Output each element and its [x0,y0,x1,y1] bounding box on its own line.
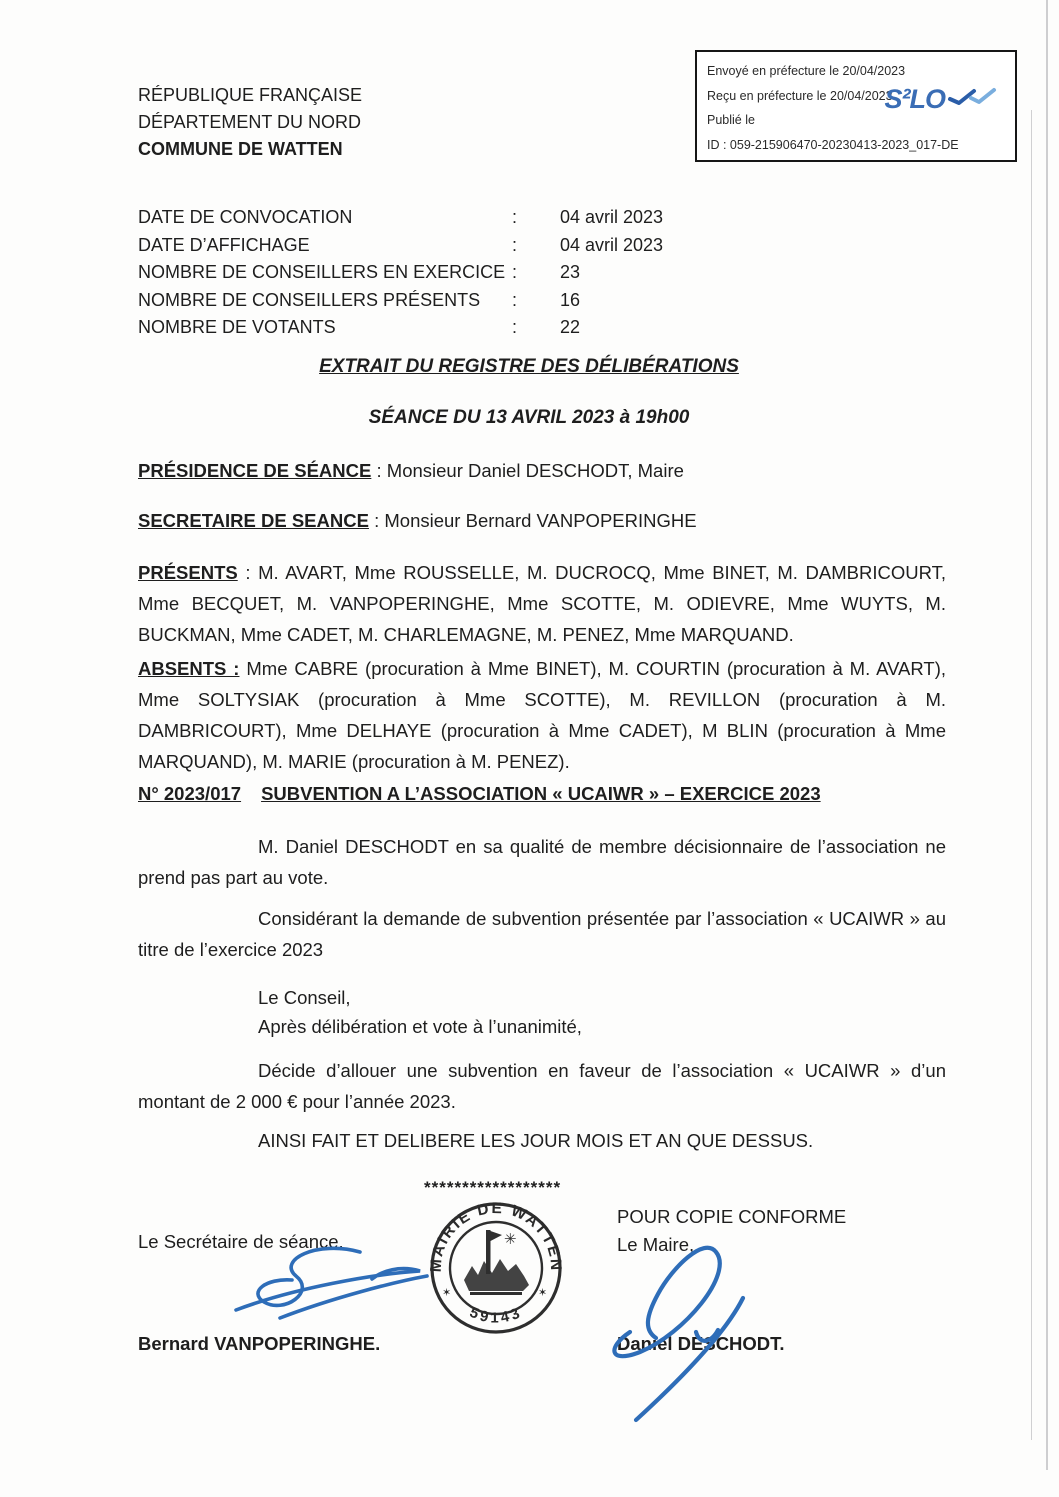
seal-top-text: MAIRIE DE WATTEN [427,1200,565,1273]
absents-names: Mme CABRE (procuration à Mme BINET), M. COURTIN (procuration à M. AVART), Mme SOLTYSIAK (procuration à Mme SCOTTE), M. REVILLON (procuration à M. DAMBRICOURT), Mme DELHAYE (procuration à Mme CADET), M BLIN (procuration à Mme MARQUAND), M. MARIE (procuration à M. PENEZ). [138,658,946,772]
deliberation-subject: SUBVENTION A L’ASSOCIATION « UCAIWR » – EXERCICE 2023 [261,783,821,804]
meta-label: DATE D’AFFICHAGE [138,234,310,255]
seal-star-left-icon: ✶ [442,1287,452,1299]
conseil-block [258,983,582,1041]
meta-row-conseillers-presents [138,287,663,315]
document-title-text: EXTRAIT DU REGISTRE DES DÉLIBÉRATIONS [319,356,739,377]
meta-separator: : [512,234,518,255]
meta-separator: : [512,289,518,310]
stamp-received-line: Reçu en préfecture le 20/04/2023 [707,88,893,103]
meta-row-votants [138,314,663,342]
meta-row-convocation [138,204,663,232]
scan-artifact-line [1031,110,1032,1440]
meta-row-affichage [138,232,663,260]
seal-star-right-icon: ✶ [538,1287,548,1299]
municipal-seal [426,1198,566,1338]
meta-value: 23 [560,262,581,282]
letterhead-departement: DÉPARTEMENT DU NORD [138,112,362,132]
letterhead-republique: RÉPUBLIQUE FRANÇAISE [138,85,363,105]
meta-value: 04 avril 2023 [560,234,664,255]
meta-label: DATE DE CONVOCATION [138,207,353,227]
secretary-name: Bernard VANPOPERINGHE. [138,1333,381,1354]
presidence-label: PRÉSIDENCE DE SÉANCE [138,460,372,481]
mayor-name: Daniel DESCHODT. [617,1333,785,1354]
body-paragraph-decide: Décide d’allouer une subvention en faveur de l’association « UCAIWR » d’un montant de 2 000 € pour l’année 2023. [138,1060,946,1112]
prefecture-stamp-box [695,50,1017,162]
session-title-text: SÉANCE DU 13 AVRIL 2023 à 19h00 [368,407,690,428]
presidence-value: : Monsieur Daniel DESCHODT, Maire [371,460,684,481]
stamp-published-line: Publié le [707,113,755,127]
s2low-logo-text: S²LO [884,84,945,114]
stamp-sent-line: Envoyé en préfecture le 20/04/2023 [707,64,906,78]
secretaire-line [138,510,697,532]
meta-value: 16 [560,289,581,310]
document-title [138,356,920,378]
letterhead [138,82,362,163]
copy-conforme-line: POUR COPIE CONFORME [617,1206,847,1227]
mayor-signature [598,1236,808,1426]
meta-row-conseillers-exercice [138,259,663,287]
s2low-swoosh-icon [947,86,1005,108]
meta-label: NOMBRE DE VOTANTS [138,317,336,337]
meta-value: 22 [560,317,581,337]
mayor-role-line: Le Maire, [617,1234,695,1255]
absents-paragraph [138,653,946,777]
body-paragraph-considerant: Considérant la demande de subvention présentée par l’association « UCAIWR » au titre de l’exercice 2023 [138,908,946,960]
session-title [138,407,920,429]
letterhead-commune: COMMUNE DE WATTEN [138,139,343,159]
presents-label: PRÉSENTS [138,562,238,583]
meta-separator: : [512,207,518,227]
conseil-line: Le Conseil, [258,987,351,1008]
secretaire-value: : Monsieur Bernard VANPOPERINGHE [368,510,697,531]
seal-bottom-text: 59143 [467,1303,525,1327]
body-paragraph-vote-abstention: M. Daniel DESCHODT en sa qualité de membre décisionnaire de l’association ne prend pas part au vote. [138,836,946,888]
presents-names: : M. AVART, Mme ROUSSELLE, M. DUCROCQ, Mme BINET, M. DAMBRICOURT, Mme BECQUET, M. VANPOPERINGHE, Mme SCOTTE, M. ODIEVRE, Mme WUYTS, M. BUCKMAN, Mme CADET, M. CHARLEMAGNE, M. PENEZ, Mme MARQUAND. [138,562,946,645]
meeting-metadata [138,204,663,342]
seal-emblem [464,1230,529,1295]
meta-value: 04 avril 2023 [560,207,664,227]
s2low-logo [885,84,1006,115]
meta-separator: : [512,317,518,337]
svg-text:✳: ✳ [504,1231,517,1248]
meta-label: NOMBRE DE CONSEILLERS EN EXERCICE [138,262,506,282]
presents-paragraph [138,557,946,650]
meta-label: NOMBRE DE CONSEILLERS PRÉSENTS [138,289,481,310]
page-edge-line [1046,0,1048,1470]
absents-label: ABSENTS : [138,658,240,679]
secretaire-label: SECRETAIRE DE SEANCE [138,510,369,531]
deliberation-number: N° 2023/017 [138,783,242,804]
closing-statement: AINSI FAIT ET DELIBERE LES JOUR MOIS ET AN QUE DESSUS. [258,1130,814,1151]
meta-separator: : [512,262,518,282]
stamp-id-line: ID : 059-215906470-20230413-2023_017-DE [707,137,959,152]
vote-line: Après délibération et vote à l’unanimité, [258,1016,582,1037]
asterisk-separator: ****************** [424,1178,562,1197]
presidence-line [138,460,684,482]
deliberation-heading [138,783,821,805]
secretary-role-line: Le Secrétaire de séance, [138,1231,344,1252]
